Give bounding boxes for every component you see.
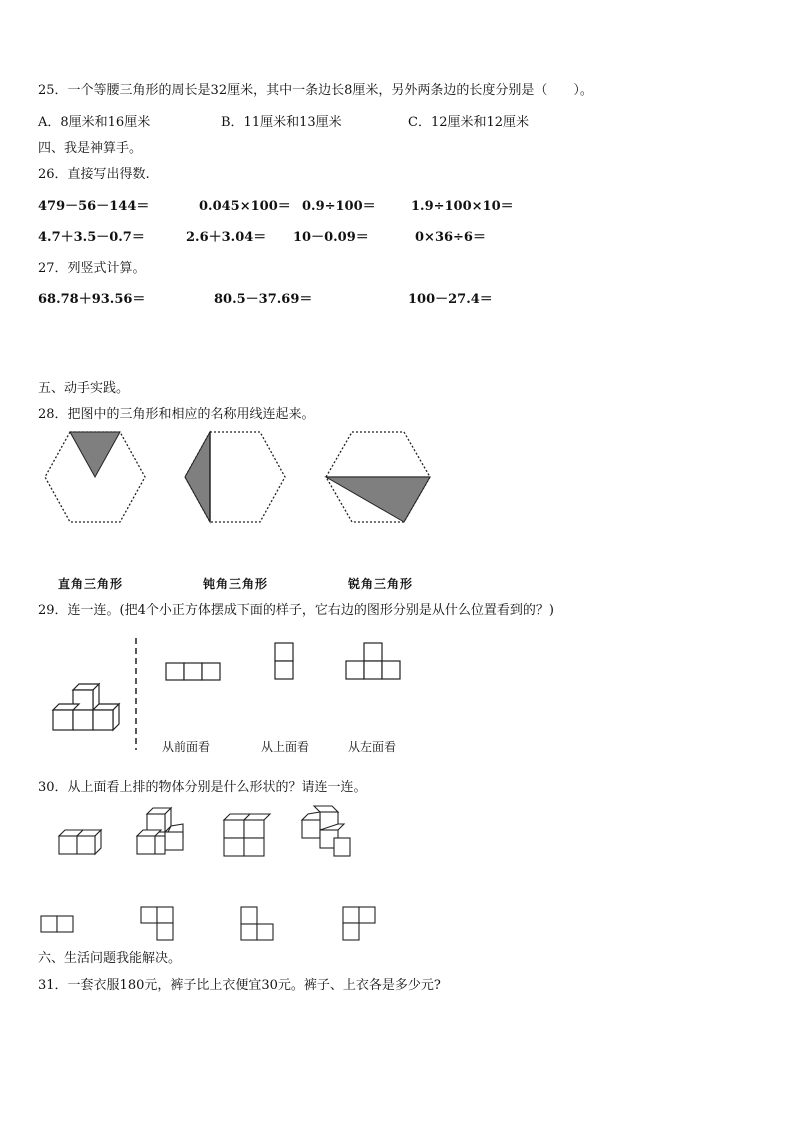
section5-title: 五、动手实践。 xyxy=(38,381,130,396)
label-obtuse-triangle[interactable]: 钝角三角形 xyxy=(203,577,269,591)
shaded-triangle xyxy=(70,432,120,477)
q25-option-b[interactable]: B．11厘米和13厘米 xyxy=(221,115,342,130)
section4-title: 四、我是神算手。 xyxy=(38,141,143,156)
view-label-top[interactable]: 从上面看 xyxy=(261,740,310,754)
q26-item: 1.9÷100×10＝ xyxy=(411,199,514,214)
view-two-stacked-squares xyxy=(274,642,296,682)
object-figure-3 xyxy=(220,810,270,860)
q26-item: 0.9÷100＝ xyxy=(302,199,376,214)
cube-stack-figure xyxy=(45,680,125,740)
top-view-4 xyxy=(342,906,380,944)
q26-item: 0.045×100＝ xyxy=(199,199,291,214)
label-right-triangle[interactable]: 直角三角形 xyxy=(58,577,124,591)
q26-item: 0×36÷6＝ xyxy=(415,230,486,245)
separator-dashed-line xyxy=(134,638,138,750)
q27-item: 68.78＋93.56＝ xyxy=(38,292,146,307)
object-figure-4 xyxy=(298,804,356,862)
q26-item: 4.7＋3.5－0.7＝ xyxy=(38,230,145,245)
q26-item: 479－56－144＝ xyxy=(38,199,150,214)
hexagon-figure-1 xyxy=(40,430,150,525)
shaded-triangle xyxy=(185,432,210,522)
q27-item: 100－27.4＝ xyxy=(408,292,493,307)
top-view-1 xyxy=(40,915,78,935)
q31-stem: 31．一套衣服180元，裤子比上衣便宜30元。裤子、上衣各是多少元? xyxy=(38,978,441,993)
shaded-triangle xyxy=(326,477,430,522)
label-acute-triangle[interactable]: 锐角三角形 xyxy=(348,577,414,591)
view-t-shape xyxy=(345,642,405,682)
object-figure-2 xyxy=(133,806,188,861)
q30-stem: 30．从上面看上排的物体分别是什么形状的？请连一连。 xyxy=(38,780,367,795)
q27-stem: 27．列竖式计算。 xyxy=(38,261,146,276)
q27-item: 80.5－37.69＝ xyxy=(214,292,313,307)
q26-item: 10－0.09＝ xyxy=(293,230,369,245)
top-view-2 xyxy=(140,906,178,944)
q25-option-c[interactable]: C．12厘米和12厘米 xyxy=(408,115,530,130)
q26-item: 2.6＋3.04＝ xyxy=(186,230,267,245)
view-three-squares xyxy=(165,662,223,682)
view-label-front[interactable]: 从前面看 xyxy=(162,740,211,754)
view-label-left[interactable]: 从左面看 xyxy=(348,740,397,754)
q29-stem: 29．连一连。(把4个小正方体摆成下面的样子，它右边的图形分别是从什么位置看到的？) xyxy=(38,603,554,618)
q25-option-a[interactable]: A．8厘米和16厘米 xyxy=(38,115,151,130)
hexagon-figure-3 xyxy=(322,430,437,525)
q26-stem: 26．直接写出得数. xyxy=(38,167,150,182)
top-view-3 xyxy=(240,906,278,944)
section6-title: 六、生活问题我能解决。 xyxy=(38,951,182,966)
object-figure-1 xyxy=(55,822,105,858)
hexagon-figure-2 xyxy=(180,430,290,525)
q28-stem: 28．把图中的三角形和相应的名称用线连起来。 xyxy=(38,407,315,422)
q25-stem: 25．一个等腰三角形的周长是32厘米，其中一条边长8厘米，另外两条边的长度分别是（ ）。 xyxy=(38,83,593,98)
